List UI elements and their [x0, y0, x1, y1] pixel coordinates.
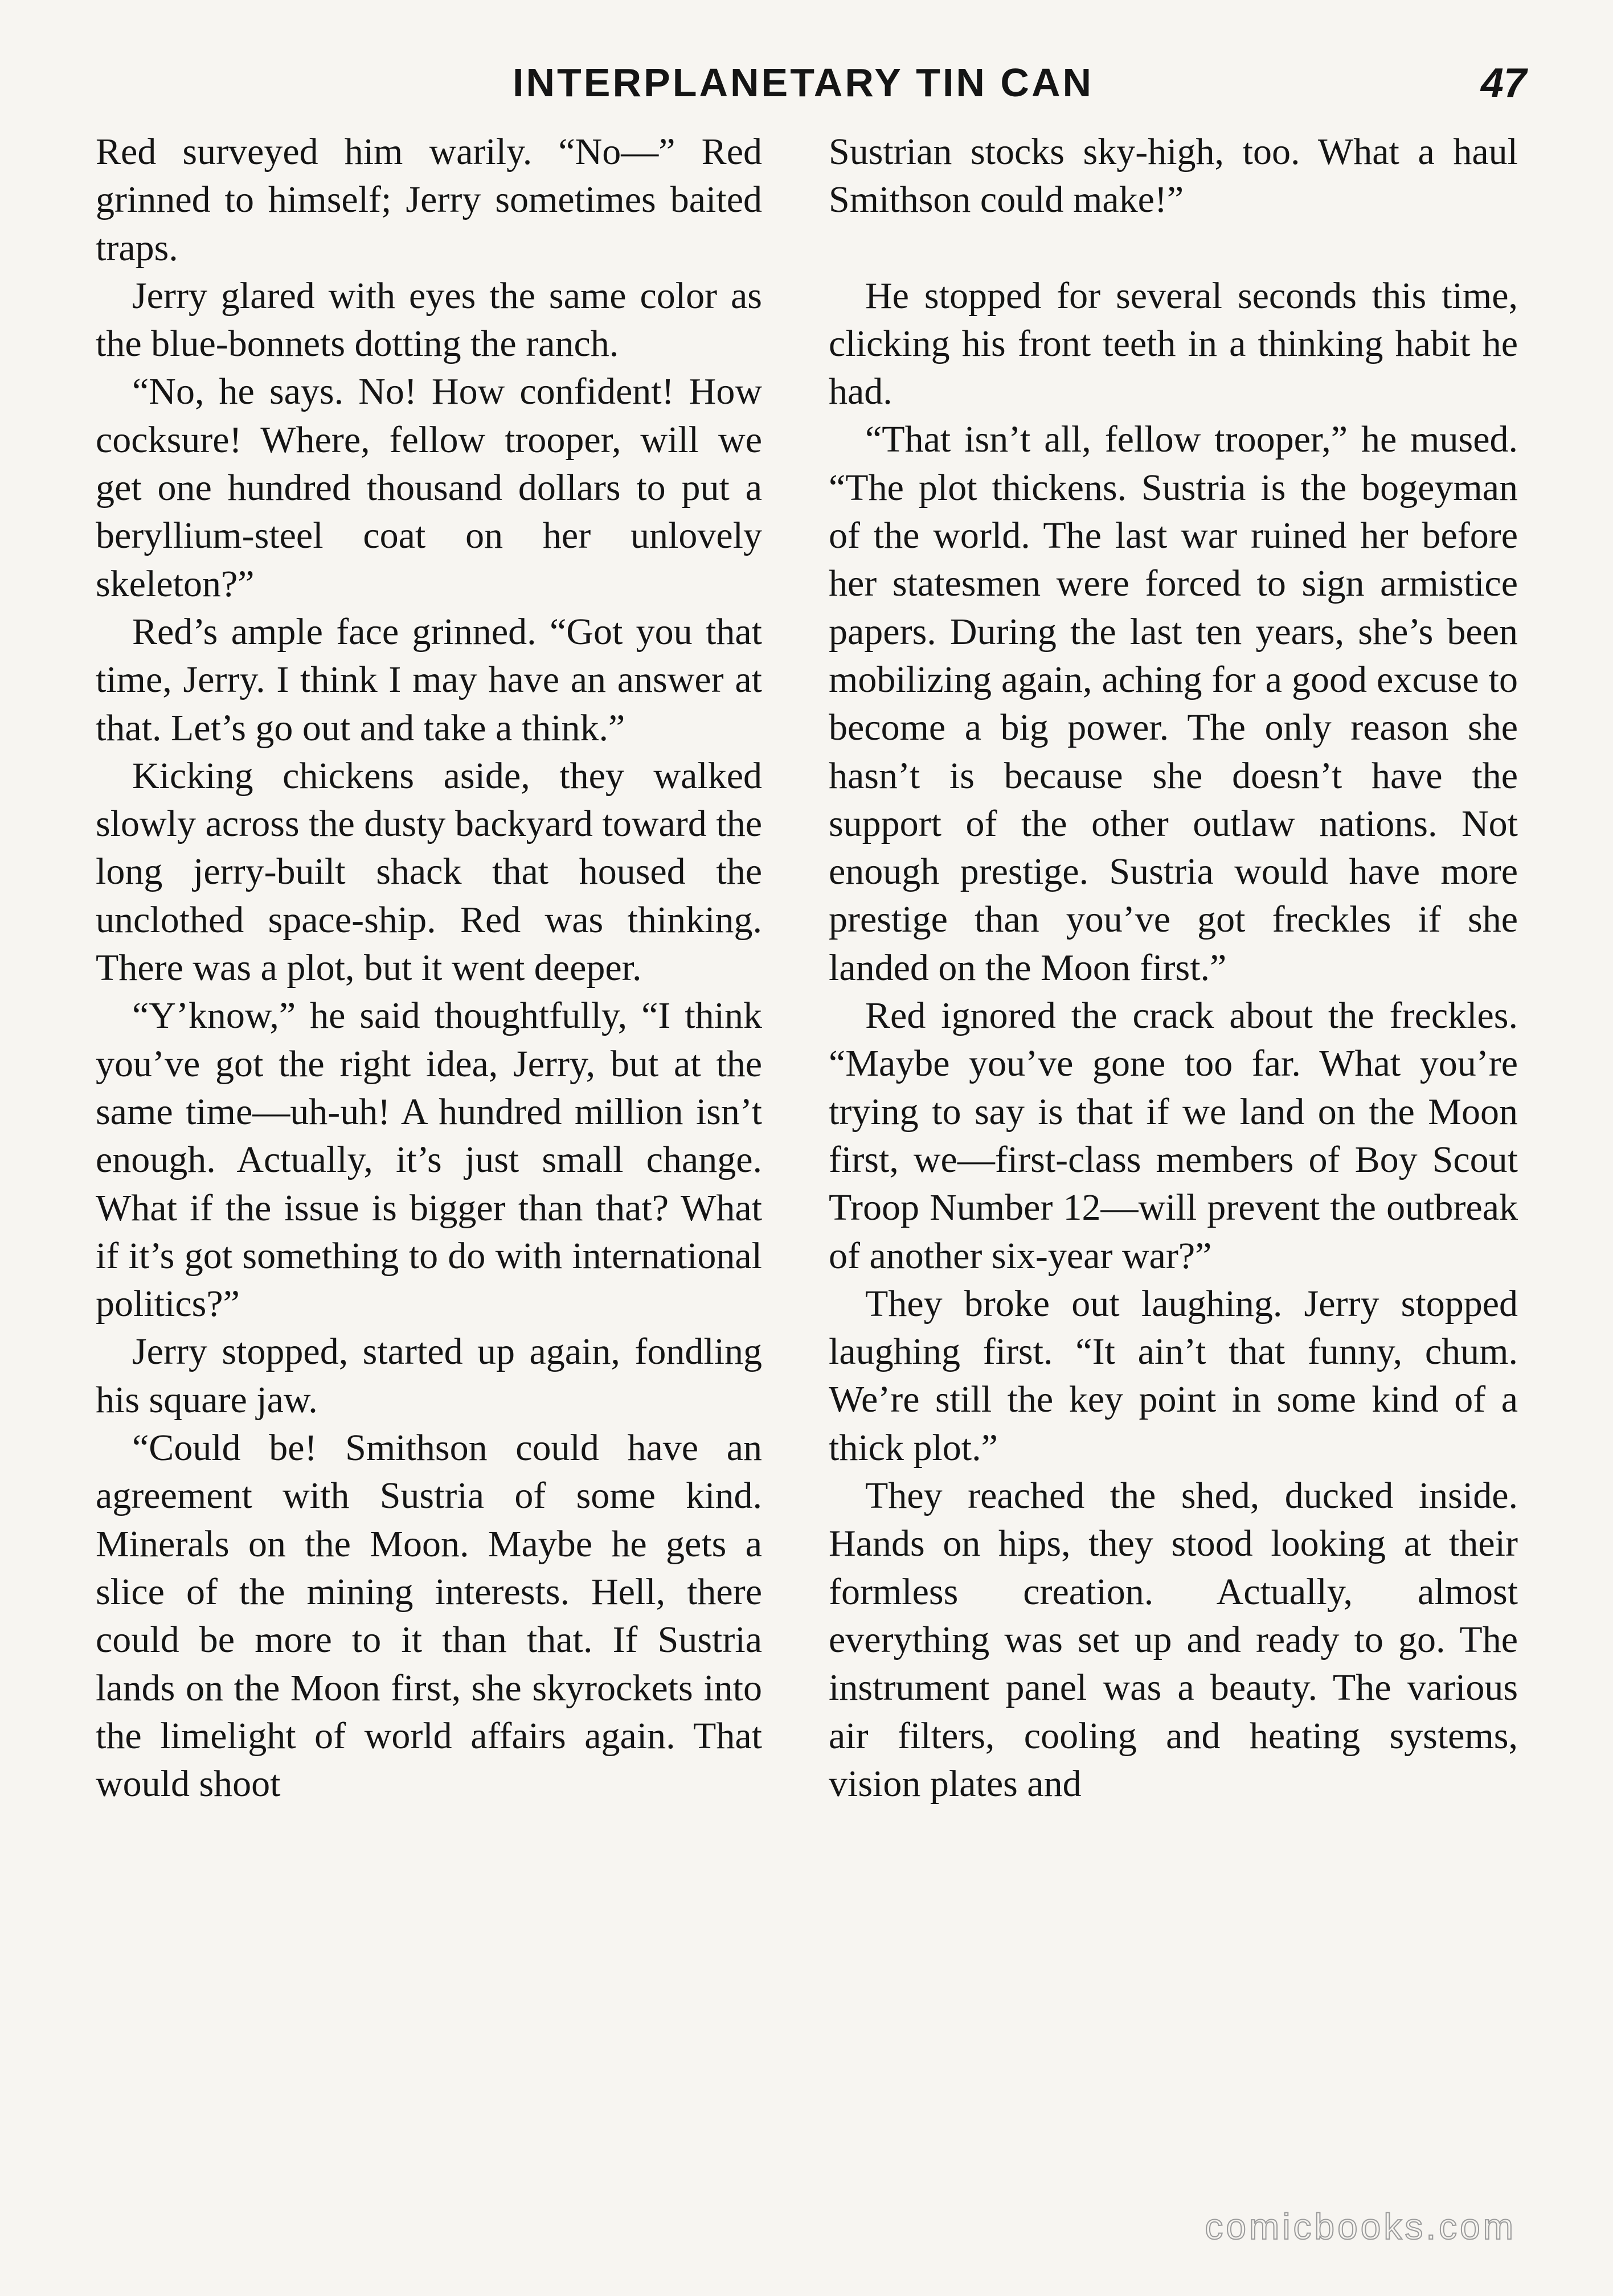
paragraph: Jerry glared with eyes the same color as the blue-bonnets dotting the ranch.: [96, 274, 762, 365]
paragraph: Kicking chickens aside, they walked slowly across the dusty backyard toward the long jerry-built shack that housed the unclothed space-ship. Red was thinking. There was a plot, but it went deeper.: [96, 755, 762, 989]
paragraph: Sustrian stocks sky-high, too. What a haul Smithson could make!”: [829, 131, 1518, 221]
paragraph: They reached the shed, ducked inside. Hands on hips, they stood looking at their formless creation. Actually, almost everything was set up and ready to go. The instrument panel was a beauty. The various air filters, cooling and heating systems, vision plates and: [829, 1475, 1518, 1805]
paragraph: Red ignored the crack about the freckles. “Maybe you’ve gone too far. What you’re trying to say is that if we land on the Moon first, we—first-class members of Boy Scout Troop Number 12—will prevent the outbreak of another six-year war?”: [829, 995, 1518, 1277]
running-title: INTERPLANETARY TIN CAN: [513, 60, 1094, 105]
paragraph: “Could be! Smithson could have an agreement with Sustria of some kind. Minerals on the Moon. Maybe he gets a slice of the mining interests. Hell, there could be more to it than that. If Sustria lands on the Moon first, she skyrockets into the limelight of world affairs again. That would shoot: [96, 1427, 762, 1805]
paragraph: Red surveyed him warily. “No—” Red grinned to himself; Jerry sometimes baited traps.: [96, 131, 762, 269]
paragraph: Jerry stopped, started up again, fondling his square jaw.: [96, 1331, 762, 1421]
paragraph: “No, he says. No! How confident! How cocksure! Where, fellow trooper, will we get one hundred thousand dollars to put a beryllium-steel coat on her unlovely skeleton?”: [96, 371, 762, 605]
running-header: [0, 60, 1613, 111]
right-column: [829, 128, 1518, 1808]
watermark: comicbooks.com: [1205, 2206, 1516, 2247]
left-column: [96, 128, 762, 1808]
paragraph: Red’s ample face grinned. “Got you that time, Jerry. I think I may have an answer at that. Let’s go out and take a think.”: [96, 610, 762, 749]
paragraph: “Y’know,” he said thoughtfully, “I think you’ve got the right idea, Jerry, but at the same time—uh-uh! A hundred million isn’t enough. Actually, it’s just small change. What if the issue is bigger than that? What if it’s got something to do with international politics?”: [96, 995, 762, 1325]
paragraph: They broke out laughing. Jerry stopped laughing first. “It ain’t that funny, chum. We’re still the key point in some kind of a thick plot.”: [829, 1282, 1518, 1469]
paragraph: “That isn’t all, fellow trooper,” he mused. “The plot thickens. Sustria is the bogeyman of the world. The last war ruined her before her statesmen were forced to sign armistice papers. During the last ten years, she’s been mobilizing again, aching for a good excuse to become a big power. The only reason she hasn’t is because she doesn’t have the support of the other outlaw nations. Not enough prestige. Sustria would have more prestige than you’ve got freckles if she landed on the Moon first.”: [829, 419, 1518, 989]
page-number: 47: [1480, 60, 1526, 106]
paragraph: He stopped for several seconds this time, clicking his front teeth in a thinking habit he had.: [829, 274, 1518, 413]
